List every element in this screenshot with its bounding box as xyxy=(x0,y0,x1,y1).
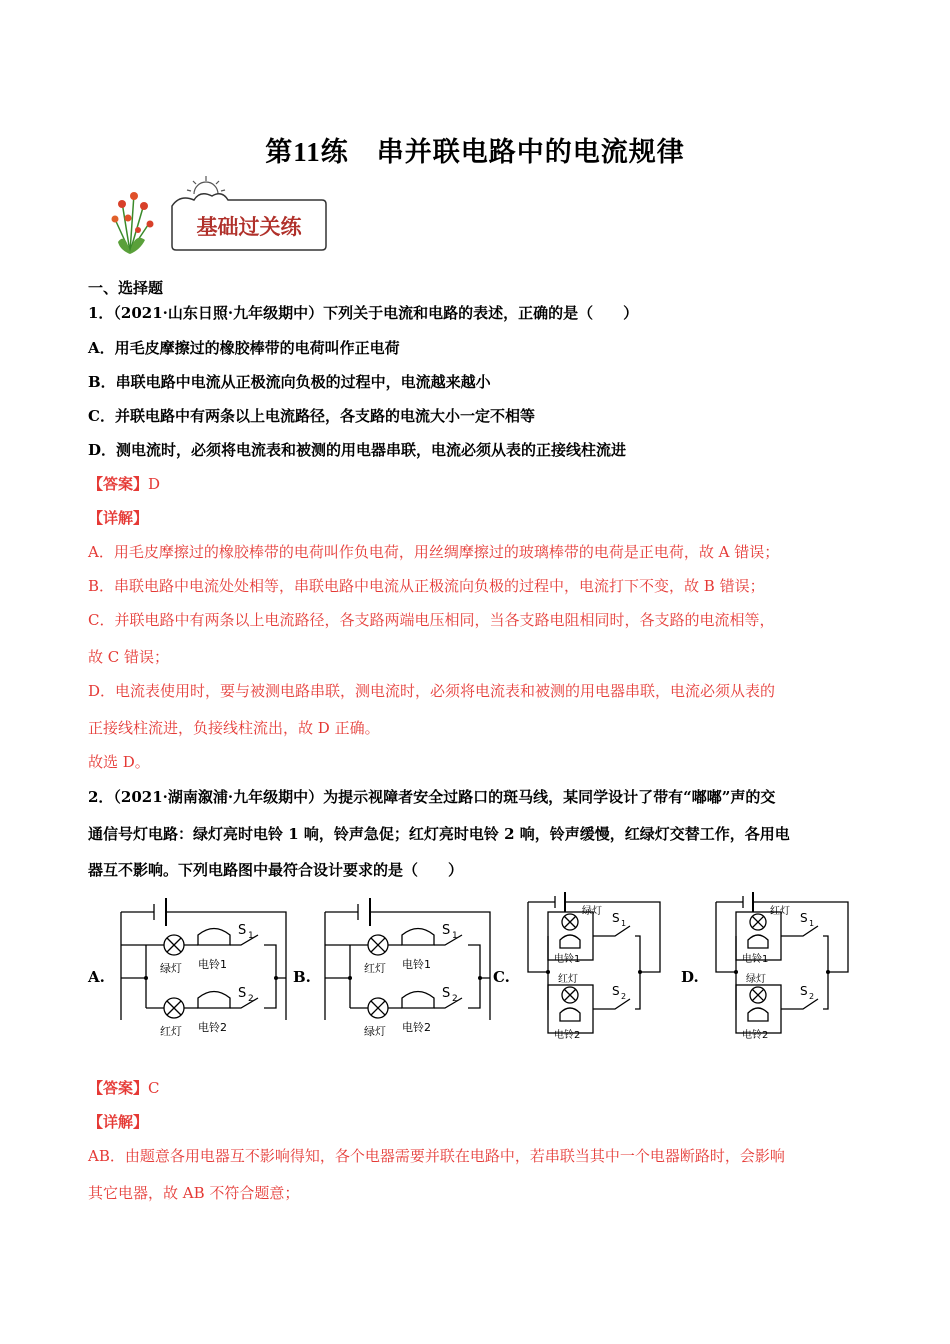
label-switch-2-sub: 2 xyxy=(452,994,458,1004)
question-1-detail-line: D．电流表使用时，要与被测电路串联，测电流时，必须将电流表和被测的用电器串联，电流必须从表的 xyxy=(88,682,776,700)
option-b-label: B. xyxy=(293,968,311,986)
page-title xyxy=(0,130,950,169)
label-red-light: 红灯 xyxy=(558,974,578,985)
label-switch-2-sub: 2 xyxy=(621,992,627,1001)
label-switch-1: S xyxy=(612,911,620,925)
section-banner xyxy=(100,172,340,257)
question-1-detail-line: 故选 D。 xyxy=(88,753,150,771)
circuit-d-diagram xyxy=(708,890,858,1045)
label-red-light: 红灯 xyxy=(770,906,790,917)
option-a-label: A. xyxy=(88,968,105,986)
question-2-stem-line: 通信号灯电路：绿灯亮时电铃 1 响，铃声急促；红灯亮时电铃 2 响，铃声缓慢，红绿灯交替工作，各用电 xyxy=(88,825,790,843)
answer-tag: 【答案】 xyxy=(88,1079,149,1097)
question-2-answer xyxy=(88,1077,160,1098)
label-switch-1-sub: 1 xyxy=(452,931,458,941)
question-1-answer xyxy=(88,473,160,494)
question-1-detail-line: 正接线柱流进，负接线柱流出，故 D 正确。 xyxy=(88,719,380,737)
answer-value: C xyxy=(148,1079,160,1097)
option-c-label: C. xyxy=(493,968,510,986)
label-red-light: 红灯 xyxy=(364,962,386,975)
label-green-light: 绿灯 xyxy=(364,1025,386,1038)
label-green-light: 绿灯 xyxy=(160,962,182,975)
label-switch-2: S xyxy=(238,986,247,1001)
question-1-option-c: C．并联电路中有两条以上电流路径，各支路的电流大小一定不相等 xyxy=(88,407,535,425)
question-1-option-d: D．测电流时，必须将电流表和被测的用电器串联，电流必须从表的正接线柱流进 xyxy=(88,441,627,459)
circuit-options xyxy=(88,890,868,1050)
question-1-option-b: B．串联电路中电流从正极流向负极的过程中，电流越来越小 xyxy=(88,373,491,391)
label-bell-1: 电铃1 xyxy=(402,958,431,971)
label-switch-1: S xyxy=(800,911,808,925)
label-switch-2: S xyxy=(800,984,808,998)
circuit-b-diagram xyxy=(320,890,495,1045)
answer-tag: 【答案】 xyxy=(88,475,149,493)
flower-icon xyxy=(112,192,154,254)
label-switch-2: S xyxy=(612,984,620,998)
label-switch-2: S xyxy=(442,986,451,1001)
label-bell-1: 电铃1 xyxy=(198,958,227,971)
label-red-light: 红灯 xyxy=(160,1025,182,1038)
label-green-light: 绿灯 xyxy=(582,906,602,917)
label-bell-2: 电铃2 xyxy=(402,1021,431,1034)
label-bell-2: 电铃2 xyxy=(742,1030,769,1041)
label-switch-1-sub: 1 xyxy=(621,919,627,928)
question-1-stem: 1．（2021·山东日照·九年级期中）下列关于电流和电路的表述，正确的是（ ） xyxy=(88,304,639,322)
label-switch-1-sub: 1 xyxy=(248,931,254,941)
label-switch-1: S xyxy=(238,923,247,938)
title-text: 练 串并联电路中的电流规律 xyxy=(320,137,685,168)
label-green-light: 绿灯 xyxy=(746,974,766,985)
label-bell-2: 电铃2 xyxy=(554,1030,581,1041)
question-1-detail-line: B．串联电路中电流处处相等，串联电路中电流从正极流向负极的过程中，电流打下不变，故 B 错误； xyxy=(88,577,765,595)
label-switch-1: S xyxy=(442,923,451,938)
title-prefix: 第 xyxy=(265,137,294,168)
circuit-c-diagram xyxy=(520,890,670,1045)
sun-icon xyxy=(187,176,225,194)
question-1-detail-tag: 【详解】 xyxy=(88,509,149,527)
label-bell-1: 电铃1 xyxy=(554,954,581,965)
circuit-a-diagram xyxy=(116,890,291,1045)
question-1-detail-line: C．并联电路中有两条以上电流路径，各支路两端电压相同，当各支路电阻相同时，各支路的电流相等， xyxy=(88,611,775,629)
label-switch-2-sub: 2 xyxy=(809,992,815,1001)
question-2-detail-line: AB．由题意各用电器互不影响得知，各个电器需要并联在电路中，若串联当其中一个电器断路时，会影响 xyxy=(88,1147,785,1165)
question-2-stem-line: 2．（2021·湖南溆浦·九年级期中）为提示视障者安全过路口的斑马线，某同学设计了带有“嘟嘟”声的交 xyxy=(88,788,776,806)
question-1-detail-line: A．用毛皮摩擦过的橡胶棒带的电荷叫作负电荷，用丝绸摩擦过的玻璃棒带的电荷是正电荷，故 A 错误； xyxy=(88,543,780,561)
question-2-detail-tag: 【详解】 xyxy=(88,1113,149,1131)
title-number: 11 xyxy=(293,137,321,167)
banner-label: 基础过关练 xyxy=(196,214,302,239)
label-bell-1: 电铃1 xyxy=(742,954,769,965)
section-heading: 一、选择题 xyxy=(88,279,164,297)
question-2-stem-line: 器互不影响。下列电路图中最符合设计要求的是（ ） xyxy=(88,861,464,879)
label-switch-2-sub: 2 xyxy=(248,994,254,1004)
question-2-detail-line: 其它电器，故 AB 不符合题意； xyxy=(88,1184,300,1202)
question-1-option-a: A．用毛皮摩擦过的橡胶棒带的电荷叫作正电荷 xyxy=(88,339,400,357)
option-d-label: D. xyxy=(681,968,699,986)
question-1-detail-line: 故 C 错误； xyxy=(88,648,170,666)
answer-value: D xyxy=(148,475,161,493)
label-switch-1-sub: 1 xyxy=(809,919,815,928)
label-bell-2: 电铃2 xyxy=(198,1021,227,1034)
